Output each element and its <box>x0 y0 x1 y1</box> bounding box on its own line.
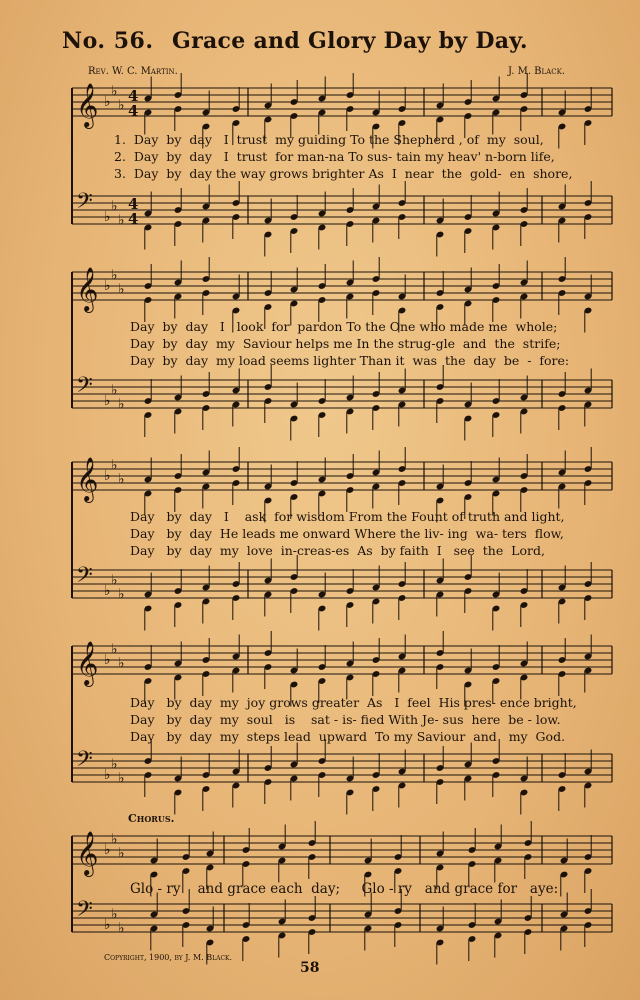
lyric-line-verse-1: Day by day I ask for wisdom From the Fount of truth and light, <box>130 509 565 524</box>
lyric-line-verse-2: Day by day my Saviour helps me In the strug-gle and the strife; <box>130 336 561 351</box>
treble-clef-icon: 𝄞 <box>76 457 99 501</box>
flat-icon: ♭ <box>118 586 125 603</box>
treble-clef-icon: 𝄞 <box>76 831 99 875</box>
lyric-line-verse-3: Day by day my love in-creas-es As by faith I see the Lord, <box>130 543 545 558</box>
time-signature-bottom: 4 <box>128 102 139 120</box>
bass-clef-icon: 𝄢 <box>76 897 93 927</box>
flat-icon: ♭ <box>104 209 111 225</box>
flat-icon: ♭ <box>111 906 118 923</box>
music-system-4 <box>68 636 616 811</box>
bass-clef-icon: 𝄢 <box>76 563 93 593</box>
flat-icon: ♭ <box>104 917 111 933</box>
flat-icon: ♭ <box>118 212 125 229</box>
flat-icon: ♭ <box>111 198 118 215</box>
composer-credit: J. M. Black. <box>508 66 566 77</box>
bass-clef-icon: 𝄢 <box>76 189 93 219</box>
lyric-line-verse-3: Day by day my steps lead upward To my Saviour and my God. <box>130 729 566 744</box>
treble-clef-icon: 𝄞 <box>76 83 99 127</box>
flat-icon: ♭ <box>118 920 125 937</box>
page-number: 58 <box>300 960 320 976</box>
time-signature-top: 4 <box>128 195 139 213</box>
chorus-label: Chorus. <box>128 812 175 825</box>
lyric-line-verse-2: Day by day He leads me onward Where the liv- ing wa- ters flow, <box>130 526 564 541</box>
flat-icon: ♭ <box>111 457 118 474</box>
music-system-2 <box>68 262 616 437</box>
author-credit: Rev. W. C. Martin. <box>88 66 178 77</box>
lyric-line-verse-1: Day by day my joy grows greater As I feel His pres- ence bright, <box>130 695 577 710</box>
flat-icon: ♭ <box>111 756 118 773</box>
hymn-header <box>62 24 582 60</box>
lyric-line-verse-1: 1. Day by day I trust my guiding To the Shepherd , of my soul, <box>114 132 544 147</box>
flat-icon: ♭ <box>118 655 125 672</box>
time-signature-bottom: 4 <box>128 210 139 228</box>
flat-icon: ♭ <box>111 572 118 589</box>
flat-icon: ♭ <box>104 767 111 783</box>
flat-icon: ♭ <box>111 83 118 100</box>
flat-icon: ♭ <box>118 471 125 488</box>
flat-icon: ♭ <box>118 396 125 413</box>
lyric-line-verse-1: Day by day I look for pardon To the One who made me whole; <box>130 319 558 334</box>
flat-icon: ♭ <box>111 267 118 284</box>
lyric-line-chorus: Glo - ry and grace each day; Glo - ry and grace for aye: <box>130 881 559 897</box>
flat-icon: ♭ <box>104 94 111 110</box>
flat-icon: ♭ <box>104 468 111 484</box>
music-system-1 <box>68 78 616 253</box>
lyric-line-verse-2: 2. Day by day I trust for man-na To sus- tain my heav' n-born life, <box>114 149 555 164</box>
flat-icon: ♭ <box>118 845 125 862</box>
hymn-title: Grace and Glory Day by Day. <box>172 28 528 54</box>
flat-icon: ♭ <box>118 97 125 114</box>
bass-clef-icon: 𝄢 <box>76 373 93 403</box>
treble-clef-icon: 𝄞 <box>76 267 99 311</box>
music-system-3 <box>68 452 616 627</box>
hymn-number: No. 56. <box>62 28 154 54</box>
flat-icon: ♭ <box>118 281 125 298</box>
lyric-line-verse-3: 3. Day by day the way grows brighter As I near the gold- en shore, <box>114 166 573 181</box>
lyric-line-verse-3: Day by day my load seems lighter Than it was the day be - fore: <box>130 353 570 368</box>
time-signature-top: 4 <box>128 87 139 105</box>
flat-icon: ♭ <box>104 583 111 599</box>
treble-clef-icon: 𝄞 <box>76 641 99 685</box>
flat-icon: ♭ <box>111 382 118 399</box>
flat-icon: ♭ <box>118 770 125 787</box>
flat-icon: ♭ <box>104 393 111 409</box>
lyric-line-verse-2: Day by day my soul is sat - is- fied With Je- sus here be - low. <box>130 712 561 727</box>
bass-clef-icon: 𝄢 <box>76 747 93 777</box>
flat-icon: ♭ <box>111 641 118 658</box>
flat-icon: ♭ <box>111 831 118 848</box>
copyright-notice: Copyright, 1900, by J. M. Black. <box>104 953 233 962</box>
flat-icon: ♭ <box>104 842 111 858</box>
flat-icon: ♭ <box>104 652 111 668</box>
music-system-chorus <box>68 826 616 951</box>
flat-icon: ♭ <box>104 278 111 294</box>
